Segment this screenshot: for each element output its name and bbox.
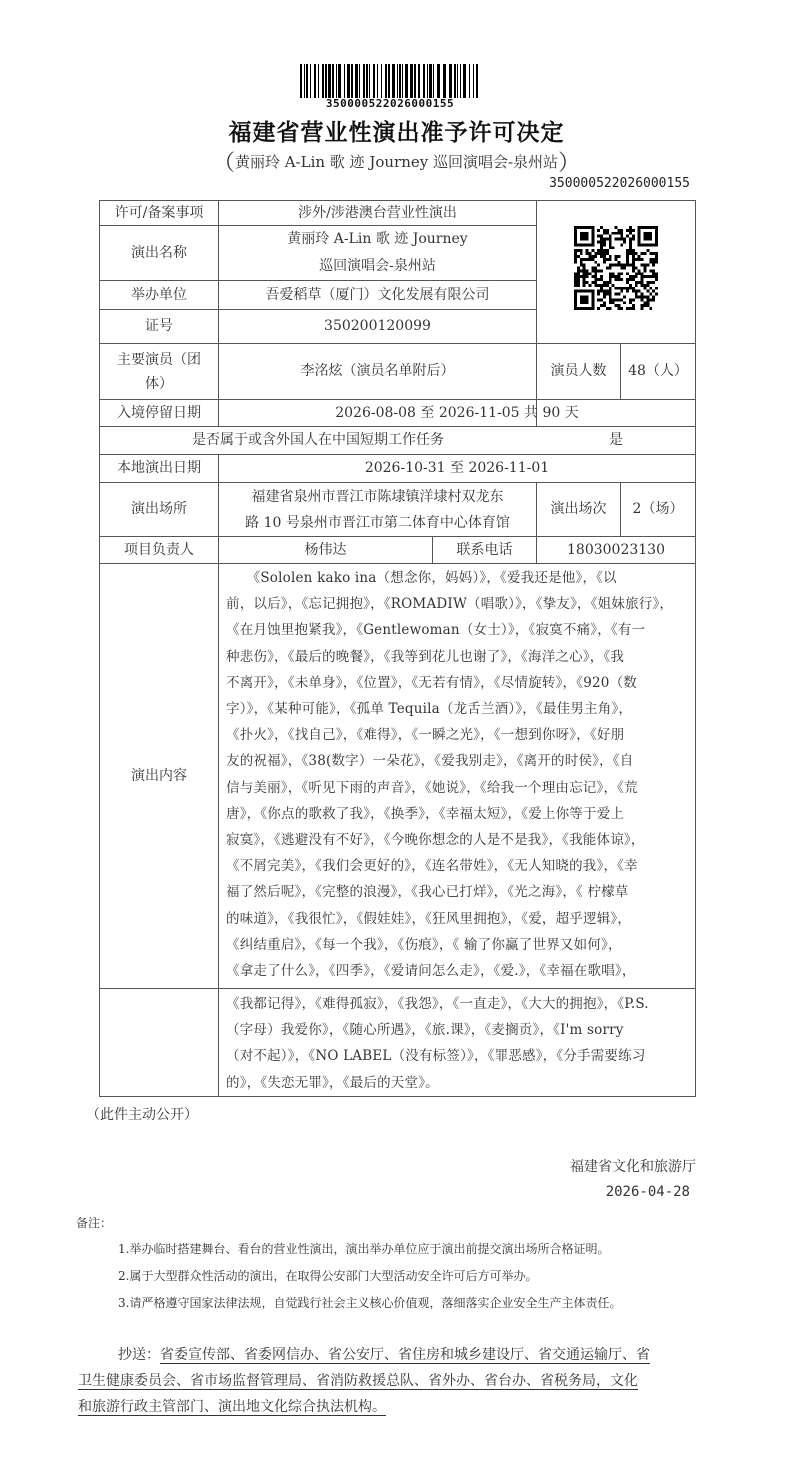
content-line: 《我都记得》，《难得孤寂》，《我怨》，《一直走》，《大大的拥抱》，《P.S.: [226, 996, 649, 1012]
content-line: 唐》，《你点的歌救了我》，《换季》，《幸福太短》，《爱上你等于爱上: [226, 805, 625, 822]
cert-label: 证号: [145, 318, 173, 335]
local-dates-value: 2026-10-31 至 2026-11-01: [364, 460, 550, 477]
subtitle-text: 黄丽玲 A-Lin 歌 迹 Journey 巡回演唱会-泉州站: [234, 153, 559, 171]
performer-count-label: 演员人数: [550, 363, 607, 380]
entry-stay-label: 入境停留日期: [117, 404, 201, 421]
subtitle-open-paren: （: [212, 151, 235, 176]
content-line: 不离开》，《未单身》，《位置》，《无若有情》，《尽情旋转》，《920（数: [226, 674, 637, 691]
document-number: 350000522026000155: [549, 176, 690, 191]
public-disclosure-note: （此件主动公开）: [86, 1107, 198, 1123]
organizer-value: 吾爱稻草（厦门）文化发展有限公司: [265, 286, 490, 303]
content-line: 《拿走了什么》，《四季》，《爱请问怎么走》，《爱.》，《幸福在歌唱》，: [226, 963, 636, 979]
performer-count-value: 48（人）: [628, 363, 688, 380]
foreign-work-question: 是否属于或含外国人在中国短期工作任务: [192, 432, 444, 449]
performers-label: [100, 344, 218, 399]
content-line: 福了然后呢》，《完整的浪漫》，《我心已打烊》，《光之海》，《 柠檬草: [226, 884, 629, 901]
phone-value: 18030023130: [567, 541, 665, 558]
entry-stay-value: 2026-08-08 至 2026-11-05 共 90 天: [335, 404, 579, 421]
organizer-label: 举办单位: [131, 286, 187, 303]
show-name-line1: 黄丽玲 A-Lin 歌 迹 Journey: [287, 231, 468, 247]
page-title: 福建省营业性演出准予许可决定: [228, 119, 565, 146]
license-type-label: 许可/备案事项: [114, 204, 204, 221]
page-subtitle: [0, 146, 793, 177]
show-name-label: 演出名称: [131, 244, 187, 261]
cc-list: [78, 1342, 718, 1420]
venue-line2: 路 10 号泉州市晋江市第二体育中心体育馆: [245, 514, 510, 531]
local-dates-label: 本地演出日期: [117, 460, 201, 477]
barcode: [300, 64, 482, 98]
qr-code: [574, 226, 658, 310]
note-item: 1.举办临时搭建舞台、看台的营业性演出，演出举办单位应于演出前提交演出场所合格证明。: [118, 1242, 610, 1256]
performers-label-line2: 体）: [145, 375, 173, 392]
content-line: 的》，《失恋无罪》，《最后的天堂》。: [226, 1074, 439, 1091]
issuing-authority: 福建省文化和旅游厅: [570, 1159, 696, 1175]
cc-line1: 省委宣传部、省委网信办、省公安厅、省住房和城乡建设厅、省交通运输厅、省: [160, 1347, 650, 1363]
issue-date: 2026-04-28: [605, 1184, 690, 1200]
sessions-value: 2（场）: [632, 501, 684, 518]
subtitle-close-paren: ）: [558, 151, 581, 176]
show-name-line2: 巡回演唱会-泉州站: [319, 258, 436, 274]
content-line: 《扑火》，《找自己》，《难得》，《一瞬之光》，《一想到你呀》，《好朋: [226, 727, 625, 744]
content-line: 《纠结重启》，《每一个我》，《伤痕》，《 输了你赢了世界又如何》，: [226, 936, 622, 953]
venue-line1: 福建省泉州市晋江市陈埭镇洋埭村双龙东: [251, 488, 504, 505]
manager-name: 杨伟达: [304, 541, 347, 558]
license-type-value: 涉外/涉港澳台营业性演出: [298, 204, 457, 221]
sessions-label: 演出场次: [550, 501, 607, 518]
performers-value: 李洺炫（演员名单附后）: [300, 363, 455, 380]
venue-value: [219, 483, 536, 536]
note-item: 3.请严格遵守国家法律法规，自觉践行社会主义核心价值观，落细落实企业安全生产主体责任。: [118, 1296, 622, 1310]
content-line: 的味道》，《我很忙》，《假娃娃》，《狂风里拥抱》，《爱，超乎逻辑》，: [226, 910, 632, 927]
foreign-work-answer: 是: [609, 432, 623, 449]
cc-label: 抄送：: [118, 1347, 160, 1363]
manager-label: 项目负责人: [124, 541, 194, 558]
barcode-number: 350000522026000155: [325, 97, 455, 110]
cc-line3: 和旅游行政主管部门、演出地文化综合执法机构。: [78, 1399, 386, 1415]
notes-heading: 备注：: [76, 1216, 113, 1230]
show-name-value: [219, 226, 536, 280]
content-line: （对不起）》，《NO LABEL（没有标签）》，《罪恶感》，《分手需要练习: [226, 1048, 646, 1065]
content-line: 前，以后》，《忘记拥抱》，《ROMADIW（唱歌）》，《挚友》，《姐妹旅行》，: [226, 596, 674, 613]
content-label: 演出内容: [131, 767, 187, 784]
performers-label-line1: 主要演员（团: [117, 351, 201, 368]
content-line: 《Sololen kako ina（想念你，妈妈）》，《爱我还是他》，《以: [226, 570, 617, 586]
content-line: 信与美丽》，《听见下雨的声音》，《她说》，《给我一个理由忘记》，《荒: [226, 779, 638, 796]
venue-label: 演出场所: [131, 501, 187, 518]
content-line: 《不屑完美》，《我们会更好的》，《连名带姓》，《无人知晓的我》，《幸: [226, 858, 638, 875]
note-item: 2.属于大型群众性活动的演出，在取得公安部门大型活动安全许可后方可举办。: [118, 1269, 538, 1283]
content-line: 字）》，《某种可能》，《孤单 Tequila（龙舌兰酒）》，《最佳男主角》，: [226, 701, 633, 717]
content-line: 《在月蚀里抱紧我》，《Gentlewoman（女士）》，《寂寞不痛》，《有一: [226, 622, 646, 639]
content-line: （字母）我爱你》，《随心所遇》，《旅.课》，《麦搁贡》，《I'm sorry: [226, 1022, 624, 1039]
cc-line2: 卫生健康委员会、省市场监督管理局、省消防救援总队、省外办、省台办、省税务局，文化: [78, 1373, 638, 1389]
content-line: 寂寞》，《逃避没有不好》，《今晚你想念的人是不是我》，《我能体谅》，: [226, 832, 645, 848]
content-line: 友的祝福》，《38(数字）一朵花》，《爱我别走》，《离开的时侯》，《自: [226, 753, 634, 770]
content-line: 种悲伤》，《最后的晚餐》，《我等到花儿也谢了》，《海洋之心》，《我: [226, 648, 625, 665]
cert-value: 350200120099: [324, 318, 431, 335]
phone-label: 联系电话: [456, 541, 513, 558]
